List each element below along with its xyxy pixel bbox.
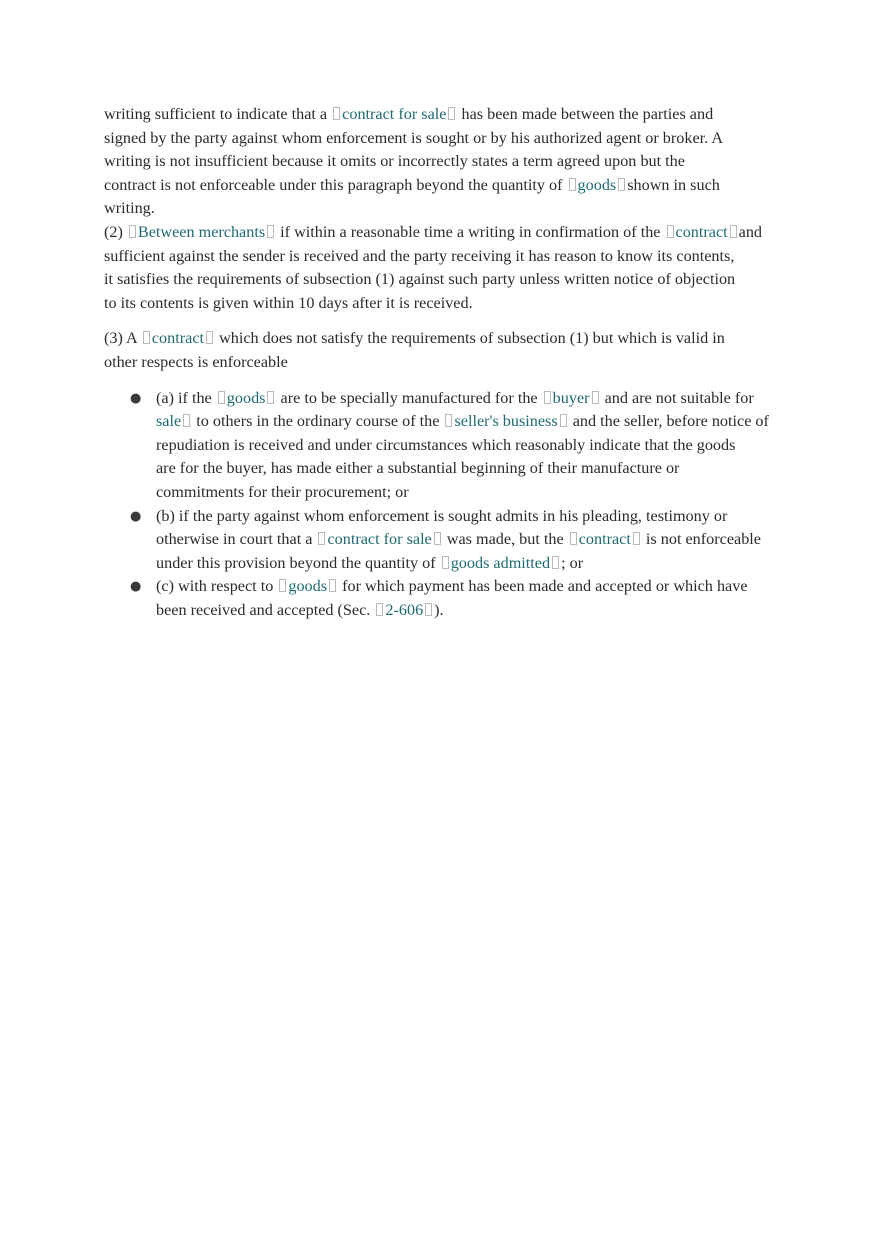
- bullet-icon: ●: [130, 390, 142, 406]
- glyph-box-icon: [218, 391, 225, 404]
- link-goods[interactable]: goods: [288, 577, 328, 596]
- glyph-box-icon: [183, 414, 190, 427]
- glyph-box-icon: [267, 391, 274, 404]
- link-sec-2-606[interactable]: 2-606: [385, 600, 424, 619]
- glyph-box-icon: [592, 391, 599, 404]
- paragraph-writing-requirement: writing sufficient to indicate that a contract for sale has been made between the parties and signed by the party against whom enforcement is sought or by his authorized agent or broker. A writing is not insufficient because it omits or incorrectly states a term agreed upon but the contract is not enforceable under this paragraph beyond the quantity of goods shown in such writing.: [104, 105, 724, 218]
- glyph-box-icon: [267, 225, 274, 238]
- bullet-icon: ●: [130, 508, 142, 524]
- glyph-box-icon: [633, 532, 640, 545]
- glyph-box-icon: [279, 579, 286, 592]
- document-body: [104, 103, 820, 622]
- glyph-box-icon: [448, 107, 455, 120]
- glyph-box-icon: [544, 391, 551, 404]
- glyph-box-icon: [425, 603, 432, 616]
- link-contract[interactable]: contract: [675, 222, 728, 241]
- glyph-box-icon: [560, 414, 567, 427]
- glyph-box-icon: [552, 556, 559, 569]
- link-contract[interactable]: contract: [151, 329, 205, 348]
- list-item: ● (c) with respect to goods for which payment has been made and accepted or which have been received and accepted (Sec. 2-606 ).: [130, 577, 748, 619]
- link-contract[interactable]: contract: [578, 530, 631, 549]
- link-between-merchants[interactable]: Between merchants: [137, 222, 266, 241]
- link-goods[interactable]: goods: [577, 175, 617, 194]
- glyph-box-icon: [434, 532, 441, 545]
- glyph-box-icon: [730, 225, 737, 238]
- glyph-box-icon: [570, 532, 577, 545]
- glyph-box-icon: [143, 331, 150, 344]
- glyph-box-icon: [445, 414, 452, 427]
- enforceable-conditions-list: [104, 387, 820, 623]
- bullet-icon: ●: [130, 579, 142, 595]
- link-contract-for-sale[interactable]: contract for sale: [327, 530, 432, 549]
- list-item: ● (b) if the party against whom enforcement is sought admits in his pleading, testimony or otherwise in court that a contract for sale was made, but the contract is not enforceable under this provision beyond the quantity of goods admitted ; or: [130, 506, 761, 572]
- paragraph-subsection-3: (3) A contract which does not satisfy the requirements of subsection (1) but which is valid in other respects is enforceable: [104, 329, 725, 371]
- glyph-box-icon: [206, 331, 213, 344]
- link-goods-admitted[interactable]: goods admitted: [450, 553, 551, 572]
- glyph-box-icon: [618, 178, 625, 191]
- link-contract-for-sale[interactable]: contract for sale: [342, 105, 447, 123]
- link-sale[interactable]: sale: [156, 412, 182, 431]
- glyph-box-icon: [569, 178, 576, 191]
- paragraph-between-merchants: (2) Between merchants if within a reasonable time a writing in confirmation of the contract and sufficient against the sender is received and the party receiving it has reason to know its contents, it satisfies the requirements of subsection (1) against such party unless written notice of objection to its contents is given within 10 days after it is received.: [104, 222, 763, 312]
- glyph-box-icon: [329, 579, 336, 592]
- link-sellers-business[interactable]: seller's business: [454, 412, 558, 431]
- glyph-box-icon: [129, 225, 136, 238]
- glyph-box-icon: [376, 603, 383, 616]
- link-buyer[interactable]: buyer: [552, 388, 590, 407]
- glyph-box-icon: [667, 225, 674, 238]
- link-goods[interactable]: goods: [226, 388, 266, 407]
- list-item: ● (a) if the goods are to be specially manufactured for the buyer and are not suitable for sale to others in the ordinary course of the seller's business and the seller, before notice of repudiation is received and under circumstances which reasonably indicate that the goods are for the buyer, has made either a substantial beginning of their manufacture or commitments for their procurement; or: [130, 388, 769, 501]
- glyph-box-icon: [333, 107, 340, 120]
- glyph-box-icon: [318, 532, 325, 545]
- glyph-box-icon: [442, 556, 449, 569]
